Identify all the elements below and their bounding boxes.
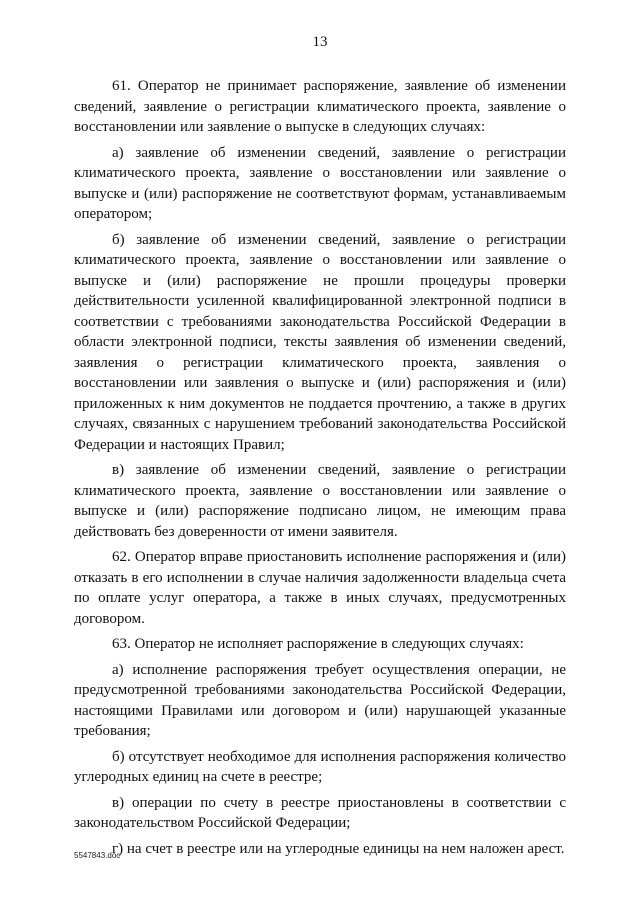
paragraph-63-g: г) на счет в реестре или на углеродные единицы на нем наложен арест.	[112, 840, 565, 857]
page-number: 13	[312, 34, 328, 50]
paragraph-63-a: а) исполнение распоряжения требует осуществления операции, не предусмотренной требованиями законодательства Российской Федерации, настоящими Правилами или договором и (или) нарушающей указанные требования;	[74, 661, 566, 739]
paragraph-61-b: б) заявление об изменении сведений, заявление о регистрации климатического проекта, заявление о восстановлении или заявление о выпуске и (или) распоряжение не прошли процедуры проверки действительности усиленной квалифицированной электронной подписи в соответствии с требованиями законодательства Российской Федерации в области электронной подписи, тексты заявления об изменении сведений, заявления о регистрации климатического проекта, заявления о восстановлении или заявления о выпуске и (или) распоряжения и (или) приложенных к ним документов не поддается прочтению, а также в других случаях, связанных с нарушением требований законодательства Российской Федерации и настоящих Правил;	[74, 231, 566, 453]
paragraph-61-a: а) заявление об изменении сведений, заявление о регистрации климатического проекта, заявление о восстановлении или заявление о выпуске и (или) распоряжение не соответствуют формам, устанавливаемым оператором;	[74, 144, 566, 222]
paragraph-63: 63. Оператор не исполняет распоряжение в следующих случаях:	[112, 636, 524, 652]
document-file-reference: 5547843.doc	[74, 851, 121, 860]
paragraph-61: 61. Оператор не принимает распоряжение, заявление об изменении сведений, заявление о регистрации климатического проекта, заявление о восстановлении или заявление о выпуске в следующих случаях:	[74, 78, 566, 135]
paragraph-63-b: б) отсутствует необходимое для исполнения распоряжения количество углеродных единиц на счете в реестре;	[74, 748, 566, 785]
paragraph-62: 62. Оператор вправе приостановить исполнение распоряжения и (или) отказать в его исполнении в случае наличия задолженности владельца счета по оплате услуг оператора, а также в иных случаях, предусмотренных договором.	[74, 549, 566, 627]
document-body	[74, 76, 566, 864]
paragraph-61-v: в) заявление об изменении сведений, заявление о регистрации климатического проекта, заявление о восстановлении или заявление о выпуске и (или) распоряжение подписано лицом, не имеющим права действовать без доверенности от имени заявителя.	[74, 462, 566, 540]
paragraph-63-v: в) операции по счету в реестре приостановлены в соответствии с законодательством Российской Федерации;	[74, 794, 566, 831]
